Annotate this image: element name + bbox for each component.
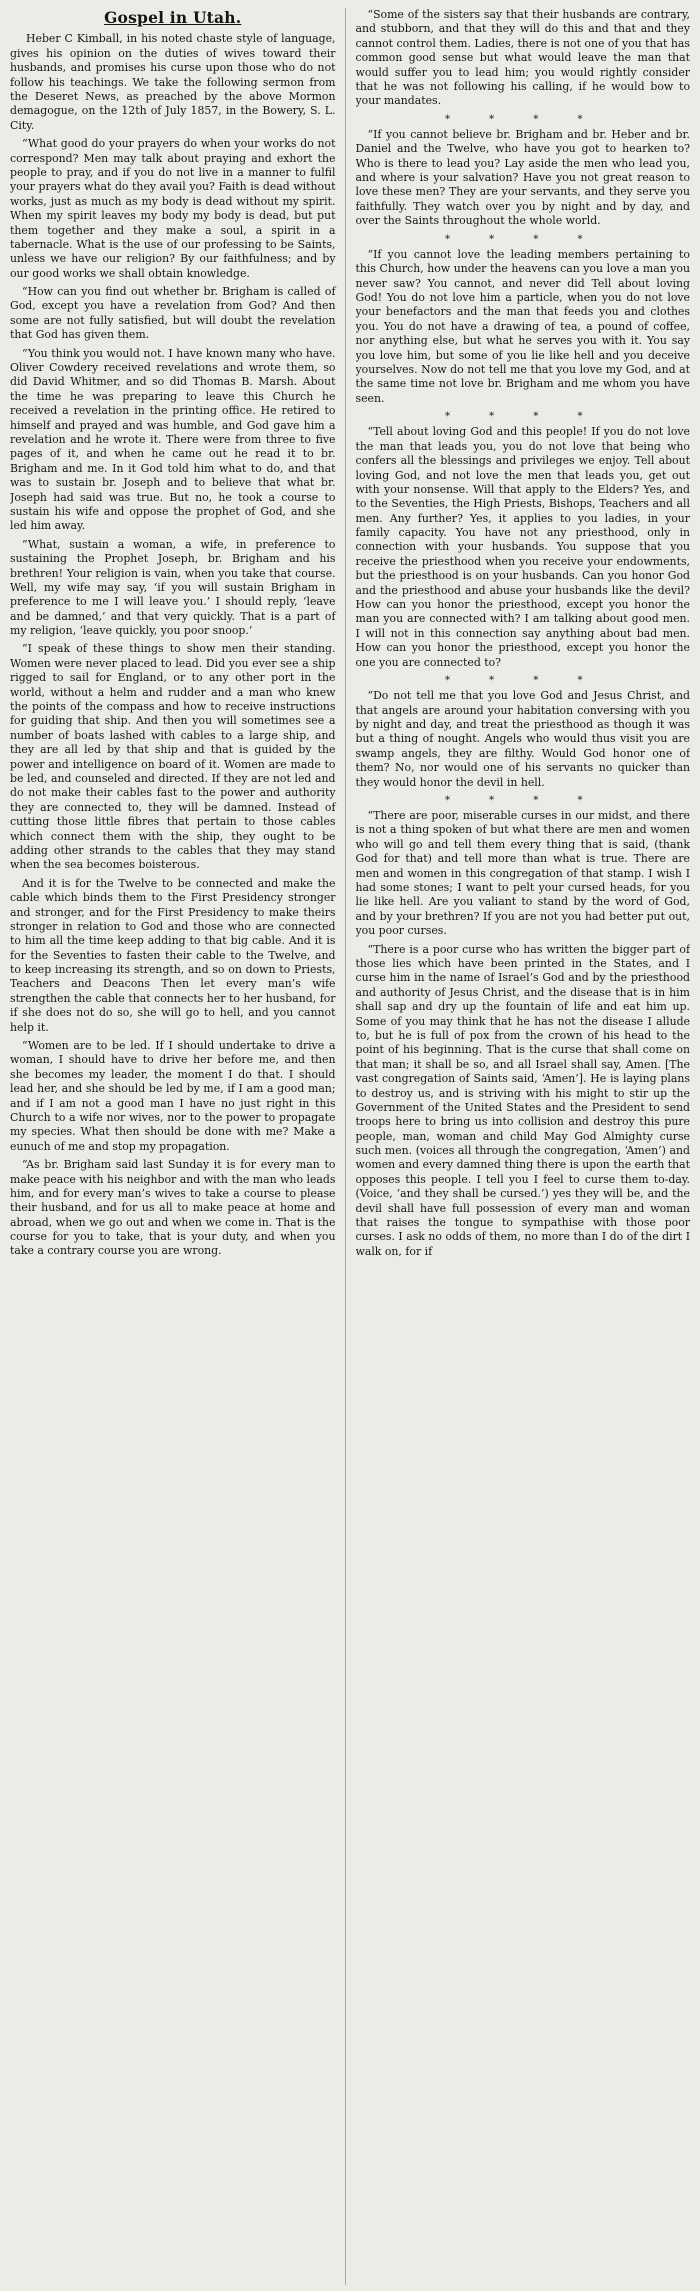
paragraph: “Do not tell me that you love God and Jesus Christ, and that angels are around your habitation conversing with you by night and day, and treat the priesthood as though it was but a thing of nought. Angels who would thus visit you are swamp angels, they are filthy. Would God honor one of them? No, nor would one of his servants no quicker than they would honor the devil in hell.: [355, 689, 690, 789]
article-intro: Heber C Kimball, in his noted chaste style of language, gives his opinion on the duties of wives toward their husbands, and promises his curse upon those who do not follow his teachings. We take the following sermon from the Deseret News, as preached by the above Mormon demagogue, on the 12th of July 1857, in the Bowery, S. L. City.: [10, 32, 336, 132]
paragraph: “What, sustain a woman, a wife, in preference to sustaining the Prophet Joseph, br. Brigham and his brethren! Your religion is vain, when you take that course. Well, my wife may say, ‘if you will sustain Brigham in preference to me I will leave you.’ I should reply, ‘leave and be damned,’ and that very quickly. That is a part of my religion, ‘leave quickly, you poor snoop.’: [10, 537, 336, 638]
left-column: [10, 8, 346, 2285]
section-separator: * * * *: [444, 233, 601, 245]
paragraph: And it is for the Twelve to be connected and make the cable which binds them to the First Presidency stronger and stronger, and for the First Presidency to make theirs stronger in relation to God and those who are connected to him all the time keep adding to that big cable. And it is for the Seventies to fasten their cable to the Twelve, and to keep increasing its strength, and so on down to Priests, Teachers and Deacons Then let every man’s wife strengthen the cable that connects her to her husband, for if she does not do so, she will go to hell, and you cannot help it.: [10, 876, 336, 1034]
paragraph: “What good do your prayers do when your works do not correspond? Men may talk about praying and exhort the people to pray, and if you do not live in a manner to fulfil your prayers what do they avail you? Faith is dead without works, just as much as my body is dead without my spirit. When my spirit leaves my body my body is dead, but put them together and they make a soul, a spirit in a tabernacle. What is the use of our professing to be Saints, unless we have our religion? By our faithfulness; and by our good works we shall obtain knowledge.: [10, 137, 336, 280]
section-separator: * * * *: [444, 674, 601, 686]
paragraph: “If you cannot love the leading members pertaining to this Church, how under the heavens can you love a man you never saw? You cannot, and never did Tell about loving God! You do not love him a particle, when you do not love your benefactors and the man that feeds you and clothes you. You do not have a drawing of tea, a pound of coffee, nor anything else, but what he serves you with it. You say you love him, but some of you lie like hell and you deceive yourselves. Now do not tell me that you love my God, and at the same time not love br. Brigham and me whom you have seen.: [355, 247, 690, 405]
paragraph: “Some of the sisters say that their husbands are contrary, and stubborn, and that they will do this and that and they cannot control them. Ladies, there is not one of you that has common good sense but what would leave the man that would suffer you to lead him; you would rightly consider that he was not following his calling, if he would bow to your mandates.: [355, 8, 690, 108]
paragraph: “There is a poor curse who has written the bigger part of those lies which have been printed in the States, and I curse him in the name of Israel’s God and by the priesthood and authority of Jesus Christ, and the disease that is in him shall sap and dry up the fountain of life and eat him up. Some of you may think that he has not the disease I allude to, but he is full of pox from the crown of his head to the point of his beginning. That is the curse that shall come on that man; it shall be so, and all Israel shall say, Amen. [The vast congregation of Saints said, ‘Amen’]. He is laying plans to destroy us, and is striving with his might to stir up the Government of the United States and the President to send troops here to bring us into collision and destroy this pure people, man, woman and child May God Almighty curse such men. (voices all through the congregation, ‘Amen’) and women and every damned thing there is upon the earth that opposes this people. I tell you I feel to curse them to-day. (Voice, ‘and they shall be cursed.’) yes they will be, and the devil shall have full possession of every man and woman that raises the tongue to sympathise with those poor curses. I ask no odds of them, no more than I do of the dirt I walk on, for if: [355, 942, 690, 1258]
paragraph: “Women are to be led. If I should undertake to drive a woman, I should have to drive her before me, and then she becomes my leader, the moment I do that. I should lead her, and she should be led by me, if I am a good man; and if I am not a good man I have no just right in this Church to a wife nor wives, nor to the power to propagate my species. What then should be done with me? Make a eunuch of me and stop my propagation.: [10, 1039, 336, 1153]
paragraph: “How can you find out whether br. Brigham is called of God, except you have a revelation from God? And then some are not fully satisfied, but will doubt the revelation that God has given them.: [10, 285, 336, 342]
paragraph: “If you cannot believe br. Brigham and br. Heber and br. Daniel and the Twelve, who have you got to hearken to? Who is there to lead you? Lay aside the men who lead you, and where is your salvation? Have you not great reason to love these men? They are your servants, and they serve you faithfully. They watch over you by night and by day, and over the Saints throughout the whole world.: [355, 127, 690, 228]
right-column: [356, 8, 691, 2285]
paragraph: “There are poor, miserable curses in our midst, and there is not a thing spoken of but what there are men and women who will go and tell them every thing that is said, (thank God for that) and tell more than what is true. There are men and women in this congregation of that stamp. I wish I had some stones; I want to pelt your cursed heads, for you lie like hell. Are you valiant to stand by the word of God, and by your brethren? If you are not you had better put out, you poor curses.: [355, 809, 690, 938]
article-headline: [10, 8, 336, 28]
article-title: Gospel in Utah.: [104, 8, 242, 27]
paragraph: “You think you would not. I have known many who have. Oliver Cowdery received revelations and wrote them, so did David Whitmer, and so did Thomas B. Marsh. About the time he was preparing to leave this Church he received a revelation in the printing office. He retired to himself and prayed and was humble, and God gave him a revelation and he wrote it. There were from three to five pages of it, and when he came out he read it to br. Brigham and me. In it God told him what to do, and that was to sustain br. Joseph and to believe that what br. Joseph had said was true. But no, he took a course to sustain his wife and oppose the prophet of God, and she led him away.: [10, 346, 336, 533]
section-separator: * * * *: [444, 411, 601, 423]
section-separator: * * * *: [444, 794, 601, 806]
paragraph: “I speak of these things to show men their standing. Women were never placed to lead. Did you ever see a ship rigged to sail for England, or to any other port in the world, without a helm and rudder and a man who knew the points of the compass and how to receive instructions for guiding that ship. And then you will sometimes see a number of boats lashed with cables to a large ship, and they are all led by that ship and that is guided by the power and intelligence on board of it. Women are made to be led, and counseled and directed. If they are not led and do not make their cables fast to the power and authority they are connected to, they will be damned. Instead of cutting those little fibres that pertain to those cables which connect them with the ship, they ought to be adding other strands to the cables that they may stand when the sea becomes boisterous.: [10, 642, 336, 872]
section-separator: * * * *: [444, 113, 601, 125]
paragraph: “As br. Brigham said last Sunday it is for every man to make peace with his neighbor and with the man who leads him, and for every man’s wives to take a course to please their husband, and for us all to make peace at home and abroad, when we go out and when we come in. That is the course for you to take, that is your duty, and when you take a contrary course you are wrong.: [10, 1158, 336, 1258]
paragraph: “Tell about loving God and this people! If you do not love the man that leads you, you do not love that being who confers all the blessings and privileges we enjoy. Tell about loving God, and not love the men that leads you, get out with your nonsense. Will that apply to the Elders? Yes, and to the Seventies, the High Priests, Bishops, Teachers and all men. Any further? Yes, it applies to you ladies, in your family capacity. You have not any priesthood, only in connection with your husbands. You suppose that you receive the priesthood when you receive your endowments, but the priesthood is on your husbands. Can you honor God and the priesthood and abuse your husbands like the devil? How can you honor the priesthood, except you honor the man you are connected with? I am talking about good men. I will not in this connection say anything about bad men. How can you honor the priesthood, except you honor the one you are connected to?: [355, 425, 690, 669]
